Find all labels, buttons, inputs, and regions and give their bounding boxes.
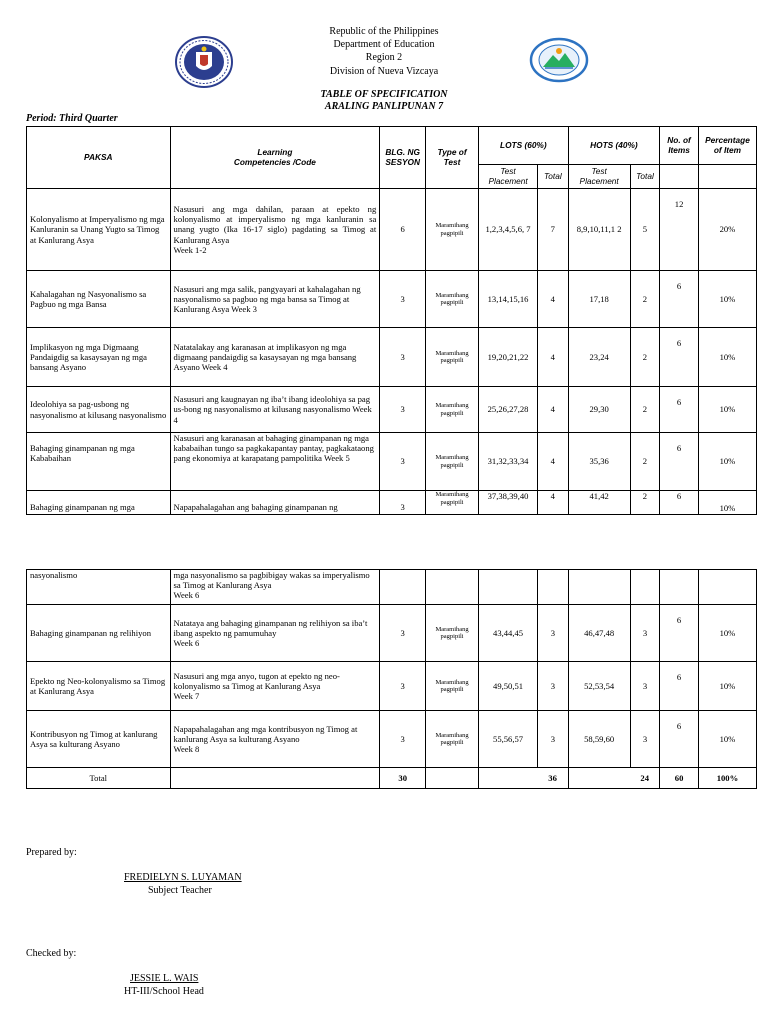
header-line: Division of Nueva Vizcaya [329, 65, 439, 77]
type-cell [426, 570, 479, 605]
table-row [27, 387, 757, 433]
table-row [27, 271, 757, 328]
sesyon-cell: 3 [380, 491, 426, 515]
sesyon-cell: 3 [380, 662, 426, 711]
competency-cell: Natatalakay ang karanasan at implikasyon ng mga digmaang pandaigdig sa kasaysayan ng mga bansang Asyano Week 4 [170, 328, 380, 387]
table-header-row [27, 127, 757, 165]
lots-total-cell: 4 [538, 387, 569, 433]
lots-placement-cell: 19,20,21,22 [479, 328, 538, 387]
sesyon-cell: 3 [380, 433, 426, 491]
lots-placement-cell: 31,32,33,34 [479, 433, 538, 491]
percentage-cell: 10% [698, 271, 756, 328]
hots-total-cell: 3 [630, 605, 660, 662]
percentage-cell: 10% [698, 387, 756, 433]
table-row [27, 711, 757, 768]
table-row [27, 491, 757, 515]
col-header-sesyon-line: SESYON [385, 156, 420, 167]
percentage-cell: 10% [698, 605, 756, 662]
items-cell: 12 [660, 189, 699, 271]
totals-blank [426, 768, 479, 789]
lots-placement-cell: 37,38,39,40 [479, 491, 538, 515]
col-header-items-blank [660, 165, 699, 189]
hots-total-cell: 3 [630, 711, 660, 768]
sesyon-cell [380, 570, 426, 605]
competency-text: mga nasyonalismo sa pagbibigay wakas sa imperyalismo sa Timog at Kanlurang Asya [173, 570, 370, 591]
paksa-cell: Bahaging ginampanan ng mga Kababaihan [27, 433, 171, 491]
specification-table-page-1 [26, 126, 757, 515]
totals-row [27, 768, 757, 789]
type-cell: Maramihang pagpipili [426, 711, 479, 768]
sub-header-line: Test [591, 165, 607, 176]
type-cell: Maramihang pagpipili [426, 387, 479, 433]
hots-placement-cell: 23,24 [568, 328, 630, 387]
sub-header-line: Test [500, 165, 516, 176]
competency-cell: Nasusuri ang kaugnayan ng iba’t ibang ideolohiya sa pag us-bong ng nasyonalismo at kilusang nasyonalismo Week 4 [170, 387, 380, 433]
items-cell: 6 [660, 328, 699, 387]
totals-lots: 36 [538, 768, 569, 789]
col-header-sesyon [380, 127, 426, 189]
title-line-1: TABLE OF SPECIFICATION [320, 89, 448, 100]
competency-cell: Nasusuri ang mga salik, pangyayari at kahalagahan ng nasyonalismo sa pagbuo ng mga bansa sa Timog at Kanlurang Asya Week 3 [170, 271, 380, 328]
prepared-by-label: Prepared by: [26, 847, 77, 858]
lots-total-cell: 3 [538, 711, 569, 768]
competency-cell [170, 662, 380, 711]
sesyon-cell: 3 [380, 387, 426, 433]
sub-header-line: Placement [488, 175, 528, 186]
percentage-cell: 10% [698, 328, 756, 387]
competency-cell [170, 189, 380, 271]
type-cell: Maramihang pagpipili [426, 491, 479, 515]
col-header-percentage-line: of Item [713, 144, 742, 155]
competency-text: Nasusuri ang mga anyo, tugon at epekto ng neo-kolonyalismo sa Timog at Kanlurang Asya [173, 670, 340, 691]
type-cell: Maramihang pagpipili [426, 189, 479, 271]
totals-items: 60 [660, 768, 699, 789]
competency-cell [170, 605, 380, 662]
items-cell: 6 [660, 433, 699, 491]
percentage-cell: 10% [698, 662, 756, 711]
totals-blank [479, 768, 538, 789]
hots-total-cell: 2 [630, 491, 660, 515]
percentage-cell [698, 570, 756, 605]
document-title [234, 89, 534, 113]
col-header-sesyon-line: BLG. NG [385, 146, 420, 157]
paksa-cell: Epekto ng Neo-kolonyalismo sa Timog at Kanlurang Asya [27, 662, 171, 711]
title-line-2: ARALING PANLIPUNAN 7 [324, 101, 444, 112]
paksa-cell: Kolonyalismo at Imperyalismo ng mga Kanluranin sa Unang Yugto sa Timog at Kanlurang Asya [27, 189, 171, 271]
lots-placement-cell: 55,56,57 [479, 711, 538, 768]
type-cell: Maramihang pagpipili [426, 662, 479, 711]
totals-hots: 24 [630, 768, 660, 789]
type-cell: Maramihang pagpipili [426, 271, 479, 328]
lots-placement-cell: 13,14,15,16 [479, 271, 538, 328]
paksa-cell: Kontribusyon ng Timog at kanlurang Asya sa kulturang Asyano [27, 711, 171, 768]
hots-total-cell: 3 [630, 662, 660, 711]
items-cell: 6 [660, 271, 699, 328]
hots-total-cell: 5 [630, 189, 660, 271]
col-header-items [660, 127, 699, 165]
lots-placement-cell: 49,50,51 [479, 662, 538, 711]
table-row [27, 328, 757, 387]
hots-total-cell [630, 570, 660, 605]
hots-placement-cell: 35,36 [568, 433, 630, 491]
prepared-by-name: FREDIELYN S. LUYAMAN [124, 872, 242, 883]
deped-seal-icon [174, 36, 234, 93]
competency-cell [170, 711, 380, 768]
hots-total-cell: 2 [630, 387, 660, 433]
percentage-cell: 10% [698, 711, 756, 768]
hots-placement-cell: 17,18 [568, 271, 630, 328]
table-row [27, 662, 757, 711]
hots-placement-cell: 46,47,48 [568, 605, 630, 662]
percentage-cell: 10% [698, 491, 756, 515]
agency-header [284, 25, 484, 78]
lots-total-cell: 4 [538, 491, 569, 515]
competency-week: Week 1-2 [173, 244, 207, 255]
lots-total-cell: 4 [538, 433, 569, 491]
checked-by-label: Checked by: [26, 948, 77, 959]
hots-total-cell: 2 [630, 433, 660, 491]
sesyon-cell: 3 [380, 271, 426, 328]
competency-text: Nasusuri ang mga dahilan, paraan at epekto ng kolonyalismo at imperyalismo ng mga kanluranin sa unang yugto (Ika 16-17 siglo) pagdating sa Timog at Kanlurang Asya [173, 203, 377, 245]
hots-total-cell: 2 [630, 271, 660, 328]
col-header-lots-total: Total [538, 165, 569, 189]
totals-blank [568, 768, 630, 789]
table-row [27, 189, 757, 271]
type-cell: Maramihang pagpipili [426, 433, 479, 491]
division-seal-icon [529, 37, 589, 88]
paksa-cell: Ideolohiya sa pag-usbong ng nasyonalismo at kilusang nasyonalismo [27, 387, 171, 433]
sesyon-cell: 3 [380, 605, 426, 662]
lots-total-cell: 4 [538, 328, 569, 387]
header-line: Region 2 [365, 52, 403, 64]
period-label: Period: Third Quarter [26, 113, 118, 124]
col-header-items-line: Items [668, 144, 690, 155]
hots-total-cell: 2 [630, 328, 660, 387]
hots-placement-cell: 29,30 [568, 387, 630, 433]
paksa-cell: Kahalagahan ng Nasyonalismo sa Pagbuo ng mga Bansa [27, 271, 171, 328]
lots-total-cell: 3 [538, 662, 569, 711]
lots-placement-cell: 43,44,45 [479, 605, 538, 662]
competency-text: Natataya ang bahaging ginampanan ng relihiyon sa iba’t ibang aspekto ng pamumuhay [173, 617, 368, 638]
hots-placement-cell: 52,53,54 [568, 662, 630, 711]
items-cell: 6 [660, 662, 699, 711]
hots-placement-cell: 58,59,60 [568, 711, 630, 768]
totals-percentage: 100% [698, 768, 756, 789]
type-cell: Maramihang pagpipili [426, 328, 479, 387]
header-line: Republic of the Philippines [329, 26, 439, 37]
items-cell [660, 570, 699, 605]
col-header-items-line: No. of [667, 134, 691, 145]
col-header-hots: HOTS (40%) [568, 127, 660, 165]
lots-placement-cell: 1,2,3,4,5,6, 7 [479, 189, 538, 271]
hots-placement-cell [568, 570, 630, 605]
col-header-percentage [698, 127, 756, 165]
col-header-hots-total: Total [630, 165, 660, 189]
items-cell: 6 [660, 605, 699, 662]
checked-by-role: HT-III/School Head [124, 986, 204, 997]
hots-placement-cell: 8,9,10,11,1 2 [568, 189, 630, 271]
competency-text: Napapahalagahan ang mga kontribusyon ng Timog at kanlurang Asya sa kulturang Asyano [173, 723, 358, 744]
items-cell: 6 [660, 711, 699, 768]
sesyon-cell: 3 [380, 328, 426, 387]
paksa-cell: Bahaging ginampanan ng mga [27, 491, 171, 515]
header-line: Department of Education [333, 39, 435, 51]
sesyon-cell: 3 [380, 711, 426, 768]
col-header-competency-line: Competencies /Code [233, 156, 316, 167]
paksa-cell: Bahaging ginampanan ng relihiyon [27, 605, 171, 662]
col-header-percentage-blank [698, 165, 756, 189]
competency-week: Week 8 [173, 744, 200, 755]
competency-week: Week 7 [173, 691, 200, 702]
lots-total-cell: 4 [538, 271, 569, 328]
lots-total-cell: 3 [538, 605, 569, 662]
type-cell: Maramihang pagpipili [426, 605, 479, 662]
specification-table-page-2 [26, 569, 757, 789]
competency-cell: Nasusuri ang karanasan at bahaging ginampanan ng mga kababaihan tungo sa pagkakapantay pantay, pagkakataong pang ekonomiya at karapatang pampolitika Week 5 [170, 433, 380, 491]
table-row [27, 605, 757, 662]
col-header-lots-placement [479, 165, 538, 189]
table-row [27, 570, 757, 605]
col-header-type [426, 127, 479, 189]
col-header-hots-placement [568, 165, 630, 189]
percentage-cell: 10% [698, 433, 756, 491]
col-header-percentage-line: Percentage [705, 134, 750, 145]
competency-week: Week 6 [173, 590, 200, 601]
prepared-by-role: Subject Teacher [148, 885, 212, 896]
col-header-type-line: Type of [437, 146, 467, 157]
items-cell: 6 [660, 387, 699, 433]
totals-blank [170, 768, 380, 789]
percentage-cell: 20% [698, 189, 756, 271]
sub-header-line: Placement [579, 175, 619, 186]
paksa-cell: Implikasyon ng mga Digmaang Pandaigdig sa kasaysayan ng mga bansang Asyano [27, 328, 171, 387]
competency-cell [170, 570, 380, 605]
competency-week: Week 6 [173, 638, 200, 649]
sesyon-cell: 6 [380, 189, 426, 271]
lots-placement-cell: 25,26,27,28 [479, 387, 538, 433]
col-header-competency-line: Learning [257, 146, 293, 157]
paksa-cell: nasyonalismo [27, 570, 171, 605]
hots-placement-cell: 41,42 [568, 491, 630, 515]
col-header-lots: LOTS (60%) [479, 127, 569, 165]
col-header-type-line: Test [443, 156, 461, 167]
lots-placement-cell [479, 570, 538, 605]
items-cell: 6 [660, 491, 699, 515]
totals-label: Total [27, 768, 171, 789]
lots-total-cell [538, 570, 569, 605]
checked-by-name: JESSIE L. WAIS [130, 973, 199, 984]
competency-cell: Napapahalagahan ang bahaging ginampanan ng [170, 491, 380, 515]
lots-total-cell: 7 [538, 189, 569, 271]
col-header-paksa: PAKSA [27, 127, 171, 189]
totals-sesyon: 30 [380, 768, 426, 789]
table-row [27, 433, 757, 491]
col-header-competency [170, 127, 380, 189]
